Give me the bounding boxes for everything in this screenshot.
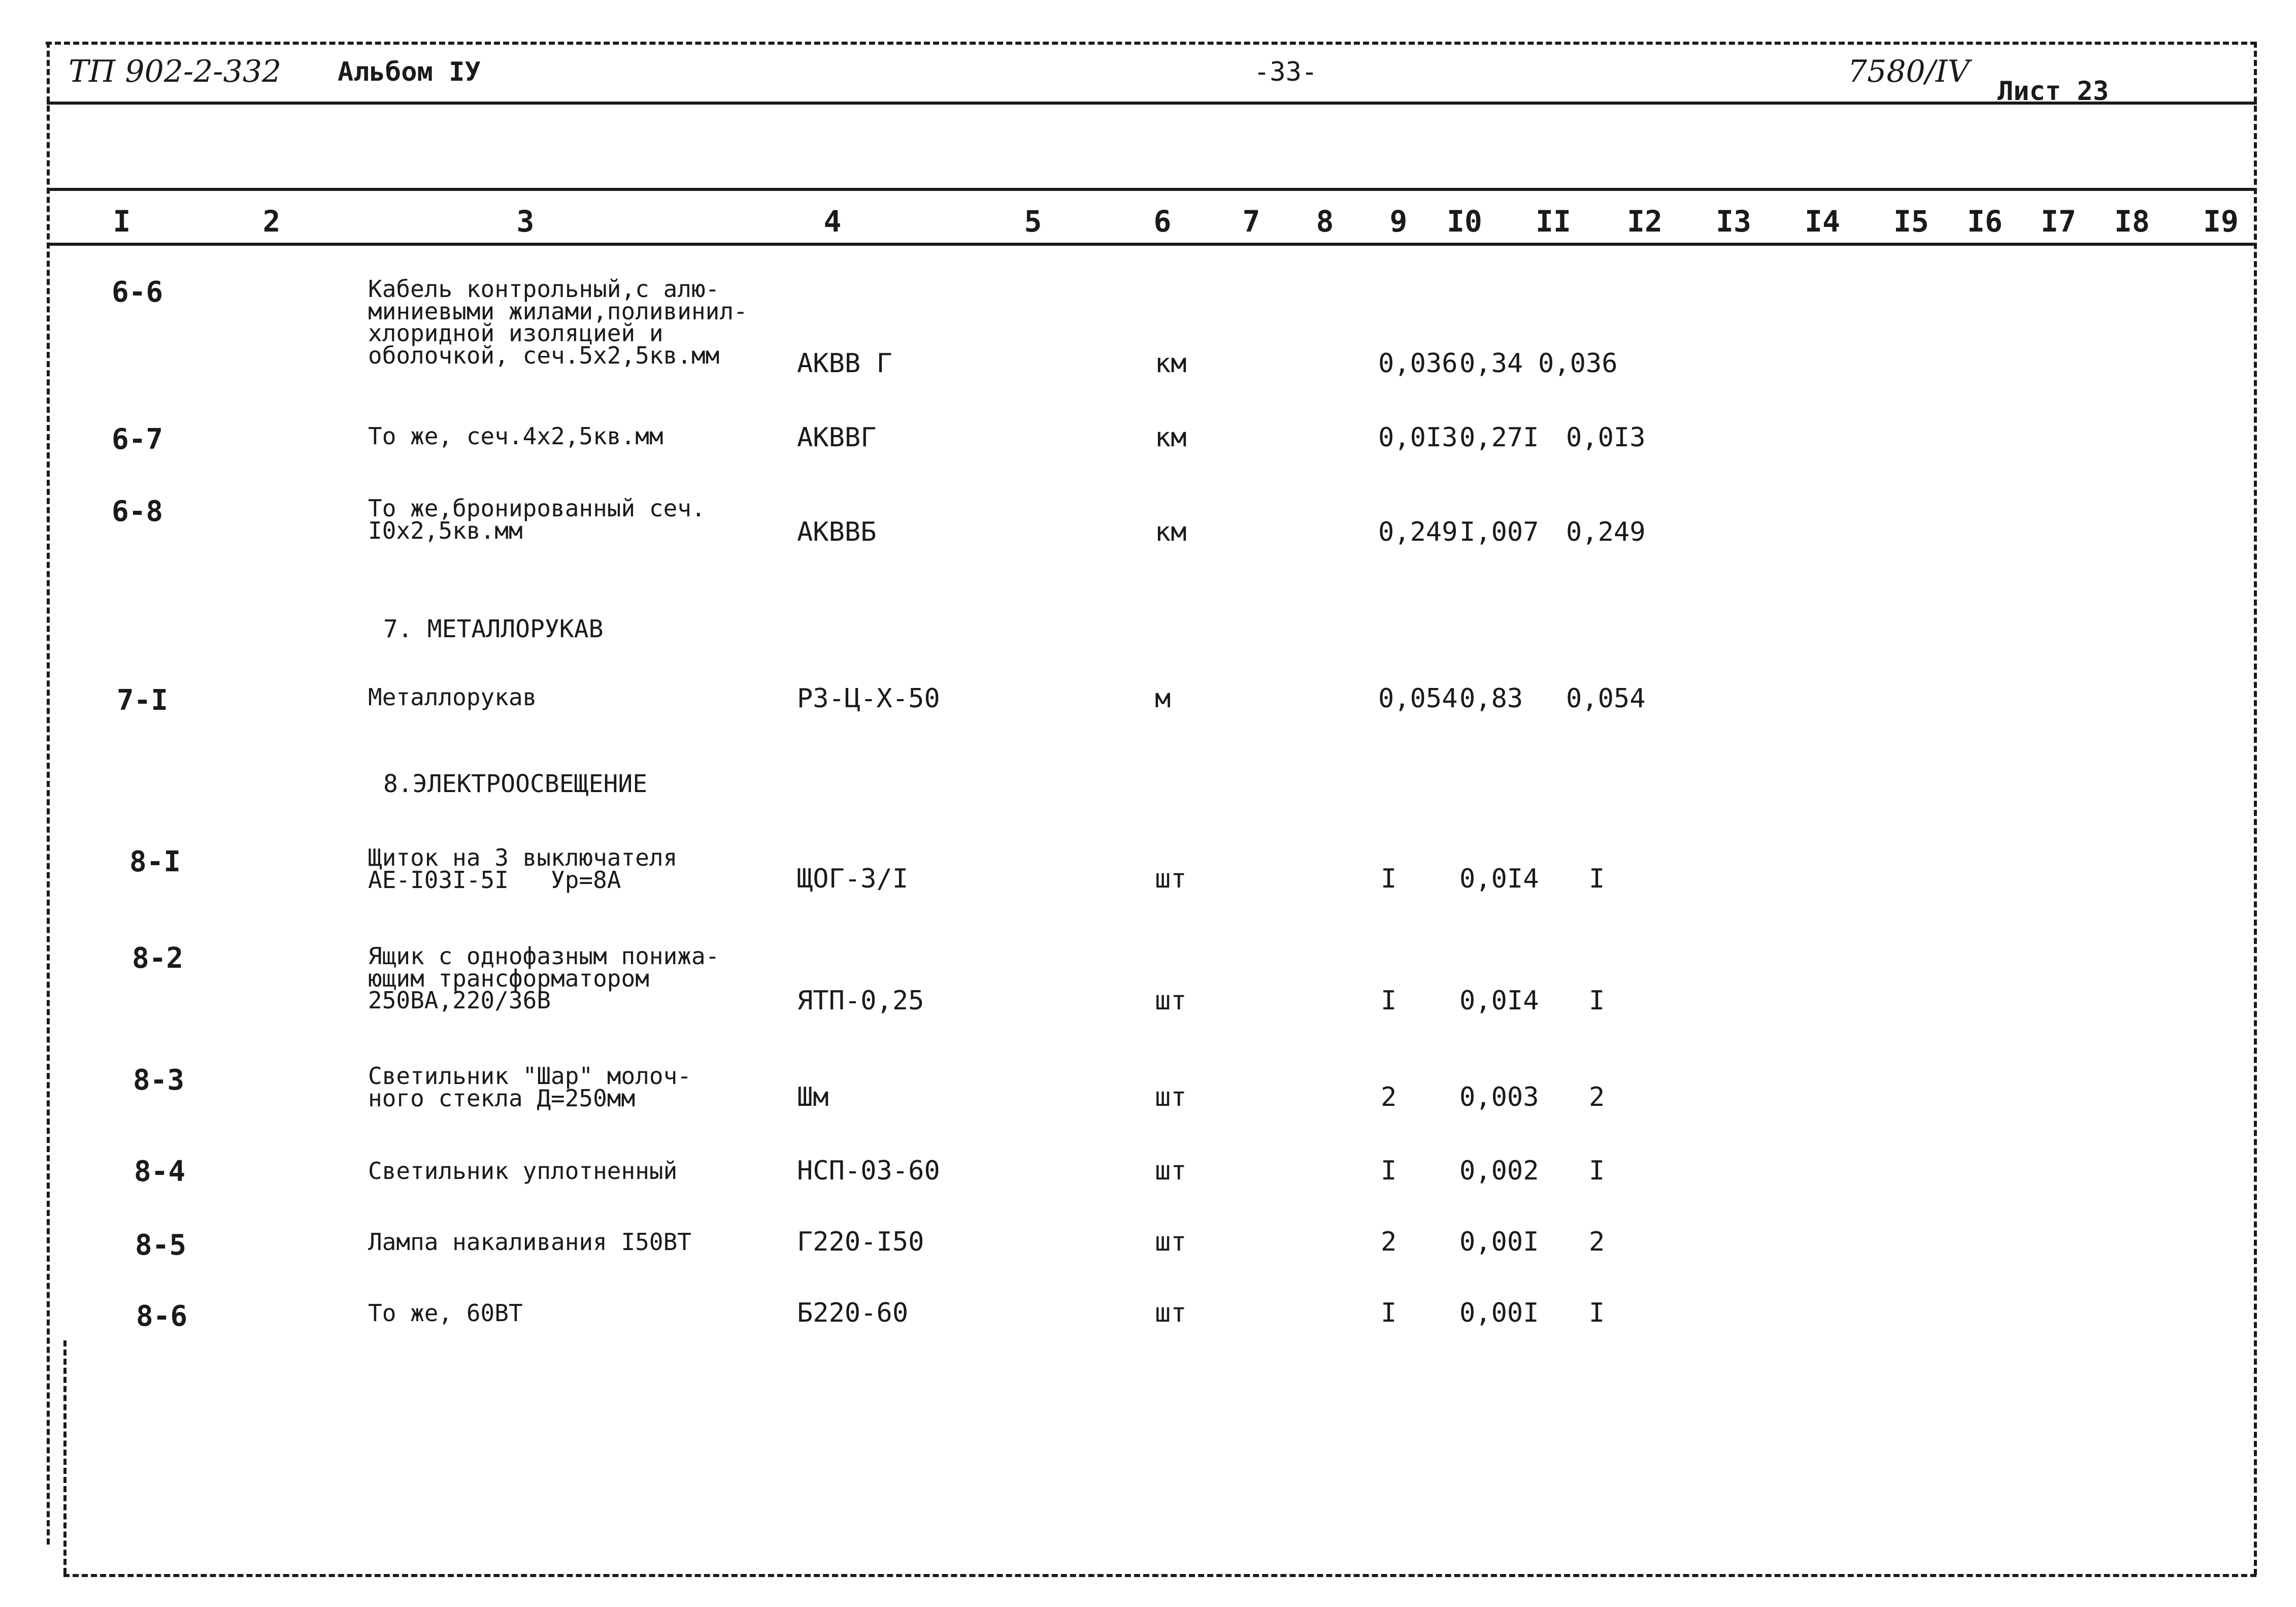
document-number: 7580/IV [1848, 54, 1970, 89]
unit-of-measure: км [1155, 348, 1187, 379]
position-number: 8-5 [135, 1229, 187, 1262]
quantity-col-9: 2 [1381, 1227, 1397, 1257]
column-number: 9 [1389, 204, 1408, 239]
item-mark: ЩОГ-3/I [797, 864, 909, 894]
position-number: 8-4 [134, 1155, 186, 1188]
quantity-col-11: 0,0I3 [1566, 422, 1646, 453]
position-number: 7-I [117, 684, 169, 717]
item-description: Светильник уплотненный [368, 1157, 678, 1185]
position-number: 6-7 [112, 423, 163, 456]
column-number: I [113, 204, 131, 239]
frame-top-border [46, 42, 2256, 45]
item-mark: ЯТП-0,25 [797, 986, 924, 1016]
position-number: 6-8 [112, 495, 163, 528]
quantity-col-10: 0,002 [1459, 1156, 1539, 1186]
column-header-bottom-rule [47, 243, 2257, 246]
column-number: I7 [2041, 204, 2076, 239]
quantity-col-9: I [1381, 1156, 1397, 1186]
item-description: То же, 60ВТ [368, 1299, 523, 1327]
frame-right-border [2254, 42, 2257, 1575]
quantity-col-9: 0,249 [1378, 517, 1458, 547]
position-number: 6-6 [112, 276, 163, 309]
column-number: 3 [516, 204, 535, 239]
quantity-col-10: 0,00I [1459, 1298, 1539, 1328]
item-description: Светильник "Шар" молоч- ного стекла Д=250мм [368, 1062, 691, 1112]
quantity-col-11: 0,054 [1566, 683, 1646, 714]
quantity-col-10: 0,83 [1459, 683, 1523, 714]
section-heading: 7. МЕТАЛЛОРУКАВ [383, 615, 604, 643]
album-label: Альбом IУ [338, 57, 481, 87]
unit-of-measure: шт [1155, 986, 1187, 1016]
column-number: 2 [262, 204, 281, 239]
quantity-col-11: I [1589, 1298, 1605, 1328]
column-number: 5 [1024, 204, 1042, 239]
position-number: 8-6 [136, 1300, 188, 1333]
quantity-col-9: 0,036 [1378, 348, 1458, 379]
column-number: II [1536, 204, 1571, 239]
column-number: 7 [1242, 204, 1260, 239]
position-number: 8-3 [133, 1064, 185, 1097]
unit-of-measure: км [1155, 517, 1187, 547]
quantity-col-9: 2 [1381, 1082, 1397, 1112]
item-description: Щиток на 3 выключателя АЕ-I03I-5I Ур=8А [368, 844, 678, 894]
quantity-col-11: I [1589, 1156, 1605, 1186]
quantity-col-11: 2 [1589, 1082, 1605, 1112]
item-mark: АКВВБ [797, 517, 877, 547]
column-number: 8 [1316, 204, 1334, 239]
column-number: I2 [1627, 204, 1662, 239]
quantity-col-10: 0,003 [1459, 1082, 1539, 1112]
item-description: Металлорукав [368, 683, 537, 711]
quantity-col-11: 0,249 [1566, 517, 1646, 547]
unit-of-measure: м [1155, 683, 1171, 714]
item-description: То же,бронированный сеч. I0х2,5кв.мм [368, 495, 706, 544]
column-number: I5 [1893, 204, 1929, 239]
position-number: 8-I [129, 845, 181, 878]
column-number: I9 [2203, 204, 2239, 239]
item-mark: Шм [797, 1082, 829, 1112]
column-number: 6 [1153, 204, 1172, 239]
quantity-col-11: I [1589, 864, 1605, 894]
item-mark: Б220-60 [797, 1298, 909, 1328]
frame-left-border [47, 42, 50, 1545]
quantity-col-10: 0,00I [1459, 1227, 1539, 1257]
unit-of-measure: шт [1155, 1227, 1187, 1257]
item-mark: АКВВГ [797, 422, 877, 453]
quantity-col-9: 0,0I3 [1378, 422, 1458, 453]
item-description: Лампа накаливания I50ВТ [368, 1228, 691, 1256]
quantity-col-10: 0,0I4 [1459, 864, 1539, 894]
column-number: I8 [2114, 204, 2150, 239]
unit-of-measure: шт [1155, 864, 1187, 894]
item-mark: Г220-I50 [797, 1227, 924, 1257]
header-rule [47, 102, 2257, 105]
column-number: I0 [1447, 204, 1482, 239]
quantity-col-10: 0,34 [1459, 348, 1523, 379]
page-number: -33- [1254, 57, 1318, 87]
column-header-top-rule [47, 188, 2257, 191]
quantity-col-10: 0,27I [1459, 422, 1539, 453]
quantity-col-10: 0,0I4 [1459, 986, 1539, 1016]
frame-bottom-border [63, 1574, 2256, 1577]
column-number: 4 [823, 204, 842, 239]
unit-of-measure: шт [1155, 1298, 1187, 1328]
quantity-col-11: 2 [1589, 1227, 1605, 1257]
column-number: I6 [1967, 204, 2003, 239]
column-number: I3 [1716, 204, 1751, 239]
unit-of-measure: шт [1155, 1082, 1187, 1112]
quantity-col-9: I [1381, 1298, 1397, 1328]
item-description: Ящик с однофазным понижа- ющим трансформатором 250ВА,220/36В [368, 942, 720, 1014]
quantity-col-11: I [1589, 986, 1605, 1016]
column-number: I4 [1805, 204, 1840, 239]
quantity-col-9: 0,054 [1378, 683, 1458, 714]
frame-left-border-lower [63, 1340, 66, 1574]
sheet-label: Лист 23 [1998, 76, 2109, 107]
item-description: То же, сеч.4х2,5кв.мм [368, 422, 663, 450]
quantity-col-11: 0,036 [1538, 348, 1618, 379]
item-description: Кабель контрольный,с алю- миниевыми жилами,поливинил- хлоридной изоляцией и оболочкой, сеч.5х2,5кв.мм [368, 275, 748, 370]
quantity-col-9: I [1381, 864, 1397, 894]
document-code: ТП 902-2-332 [69, 54, 282, 89]
quantity-col-10: I,007 [1459, 517, 1539, 547]
item-mark: НСП-03-60 [797, 1156, 940, 1186]
item-mark: РЗ-Ц-Х-50 [797, 683, 940, 714]
position-number: 8-2 [132, 942, 184, 975]
section-heading: 8.ЭЛЕКТРООСВЕЩЕНИЕ [383, 770, 648, 798]
item-mark: АКВВ Г [797, 348, 892, 379]
unit-of-measure: шт [1155, 1156, 1187, 1186]
quantity-col-9: I [1381, 986, 1397, 1016]
unit-of-measure: км [1155, 422, 1187, 453]
